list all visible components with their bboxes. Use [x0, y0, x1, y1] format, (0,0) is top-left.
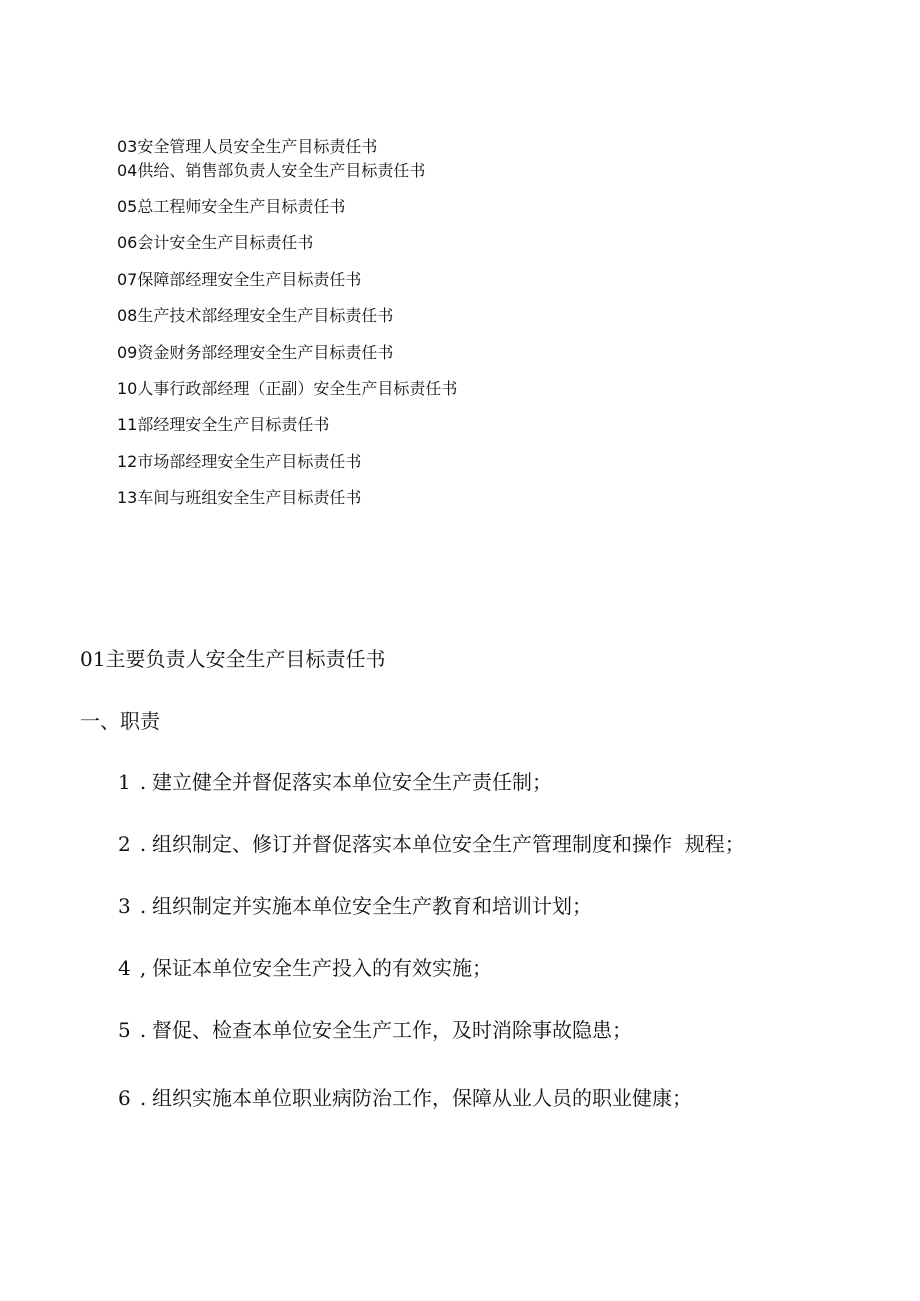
duty-number: 2 — [118, 832, 131, 856]
toc-item: 06会计安全生产目标责任书 — [117, 233, 314, 252]
duty-item — [118, 1085, 692, 1111]
toc-item: 13车间与班组安全生产目标责任书 — [117, 488, 362, 507]
duty-text: 组织制定、修订并督促落实本单位安全生产管理制度和操作 规程； — [152, 832, 745, 856]
duty-text: 组织实施本单位职业病防治工作，保障从业人员的职业健康； — [152, 1086, 692, 1110]
toc-item: 08生产技术部经理安全生产目标责任书 — [117, 306, 394, 325]
toc-item: 05总工程师安全生产目标责任书 — [117, 197, 346, 216]
duty-separator: . — [139, 1086, 147, 1110]
duty-separator: . — [139, 832, 147, 856]
toc-item: 04供给、销售部负责人安全生产目标责任书 — [117, 161, 426, 180]
toc-item: 11部经理安全生产目标责任书 — [117, 415, 330, 434]
document-title: 01主要负责人安全生产目标责任书 — [80, 647, 386, 671]
duty-text: 督促、检查本单位安全生产工作，及时消除事故隐患； — [152, 1018, 632, 1042]
duty-item — [118, 831, 745, 857]
duty-number: 5 — [118, 1018, 131, 1042]
duty-separator: . — [139, 1018, 147, 1042]
duty-item — [118, 769, 552, 795]
duty-number: 3 — [118, 894, 131, 918]
duty-text: 建立健全并督促落实本单位安全生产责任制； — [152, 770, 552, 794]
toc-item: 10人事行政部经理（正副）安全生产目标责任书 — [117, 379, 458, 398]
toc-item: 07保障部经理安全生产目标责任书 — [117, 270, 362, 289]
duty-text: 组织制定并实施本单位安全生产教育和培训计划； — [152, 894, 592, 918]
duty-item — [118, 893, 592, 919]
toc-item: 12市场部经理安全生产目标责任书 — [117, 452, 362, 471]
duty-separator: . — [139, 894, 147, 918]
section-heading: 一、职责 — [80, 709, 160, 733]
toc-item: 03安全管理人员安全生产目标责任书 — [117, 137, 378, 156]
duty-text: 保证本单位安全生产投入的有效实施； — [152, 956, 492, 980]
duty-number: 6 — [118, 1086, 131, 1110]
duty-number: 4 — [118, 956, 131, 980]
duty-number: 1 — [118, 770, 131, 794]
duty-separator: , — [139, 956, 147, 980]
duty-separator: . — [139, 770, 147, 794]
duty-item — [118, 1017, 632, 1043]
toc-item: 09资金财务部经理安全生产目标责任书 — [117, 343, 394, 362]
duty-item — [118, 955, 492, 981]
